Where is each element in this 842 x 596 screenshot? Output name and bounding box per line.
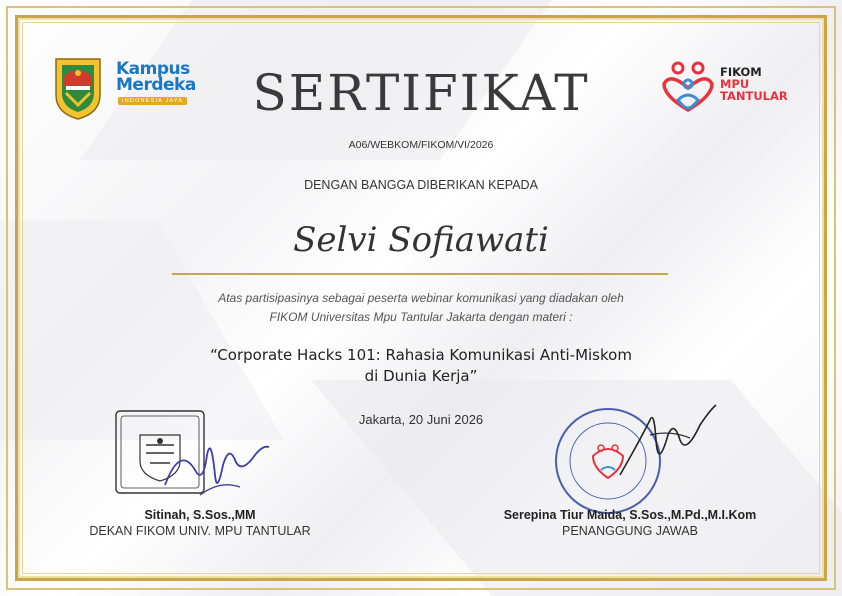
fikom-logo-text-1: FIKOM [720,65,762,79]
topic-line-1: “Corporate Hacks 101: Rahasia Komunikasi Anti-Miskom [210,346,632,364]
certificate-number: A06/WEBKOM/FIKOM/VI/2026 [348,139,494,151]
kampus-merdeka-tagline: INDONESIA JAYA [118,97,187,105]
signer-supervisor-role: PENANGGUNG JAWAB [562,524,698,538]
description-line-2: FIKOM Universitas Mpu Tantular Jakarta dengan materi : [269,310,573,324]
place-date: Jakarta, 20 Juni 2026 [358,412,484,427]
signer-dean [50,508,350,538]
signer-dean-name: Sitinah, S.Sos.,MM [144,508,256,522]
signer-supervisor [465,508,795,538]
topic-line-2: di Dunia Kerja” [364,367,478,385]
webinar-topic [0,345,842,387]
dean-signature-icon [145,425,275,505]
description-line-1: Atas partisipasinya sebagai peserta webinar komunikasi yang diadakan oleh [218,291,624,305]
fikom-logo-text-2: MPU [720,77,750,91]
description [0,289,842,327]
kampus-merdeka-word-2: Merdeka [116,75,196,95]
signer-dean-role: DEKAN FIKOM UNIV. MPU TANTULAR [89,524,311,538]
kampus-merdeka-word-1: Kampus [116,59,190,79]
certificate-title: SERTIFIKAT [252,64,590,122]
given-to-label: DENGAN BANGGA DIBERIKAN KEPADA [304,178,538,192]
supervisor-signature-icon [610,400,720,480]
signer-supervisor-name: Serepina Tiur Maida, S.Sos.,M.Pd.,M.I.Kom [503,508,757,522]
name-underline [172,273,668,275]
fikom-logo-text-3: TANTULAR [720,89,788,103]
recipient-name: Selvi Sofiawati [293,220,549,260]
